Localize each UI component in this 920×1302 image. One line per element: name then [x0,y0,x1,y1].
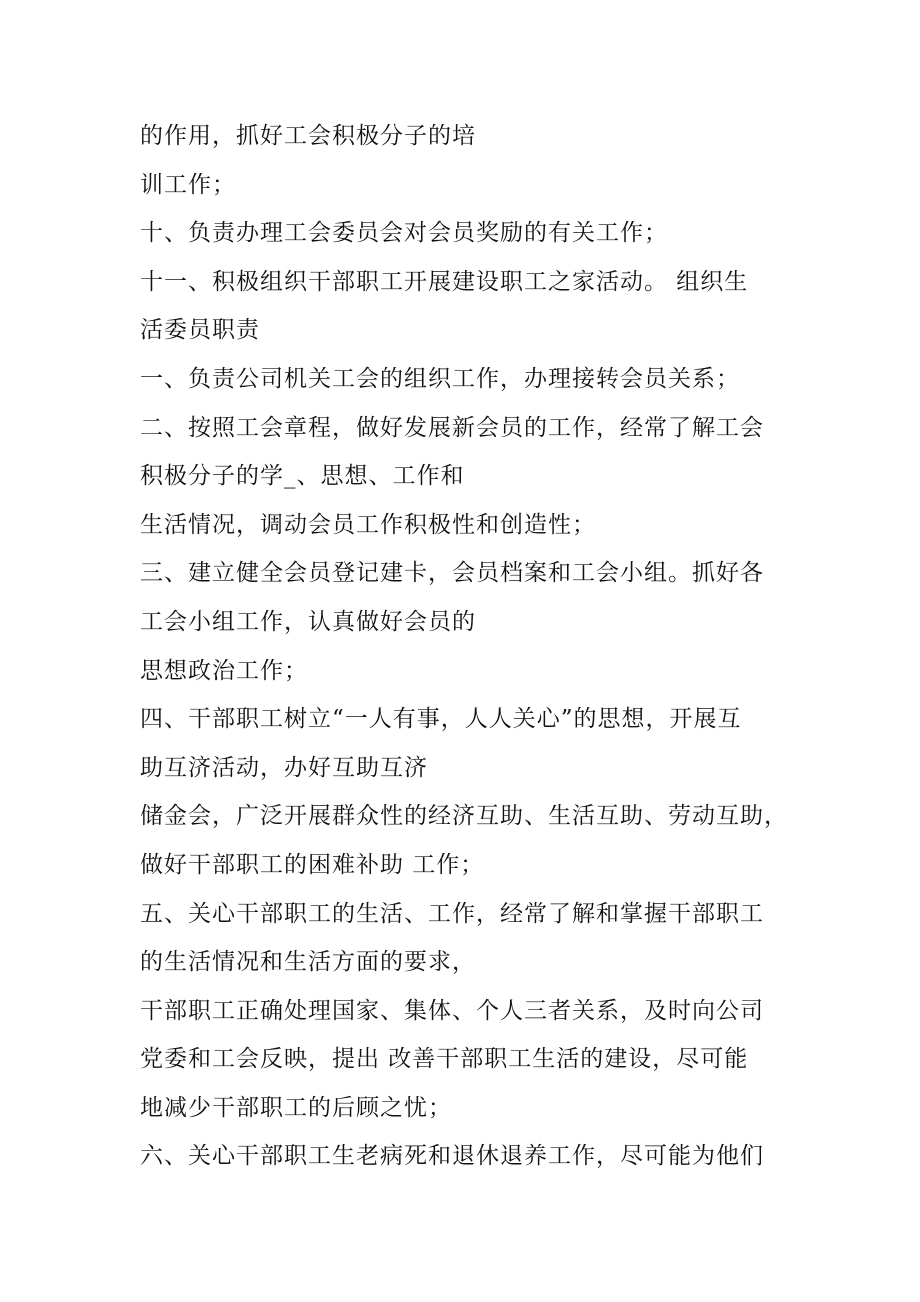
text-line: 地减少干部职工的后顾之忧； [140,1094,452,1121]
text-line: 干部职工正确处理国家、集体、个人三者关系，及时向公司 [140,997,764,1024]
text-line: 五、关心干部职工的生活、工作，经常了解和掌握干部职工 [140,900,764,927]
text-line: 活委员职责 [140,317,260,344]
text-line: 二、按照工会章程，做好发展新会员的工作，经常了解工会 [140,414,764,441]
document-body [140,112,800,1181]
text-line: 储金会，广泛开展群众性的经济互助、生活互助、劳动互助， [140,803,788,830]
text-line: 做好干部职工的困难补助 工作； [140,851,485,878]
text-line: 党委和工会反映，提出 改善干部职工生活的建设，尽可能 [140,1046,749,1073]
text-line: 积极分子的学_、思想、工作和 [140,463,465,490]
text-line: 的作用，抓好工会积极分子的培 [140,123,476,149]
text-line: 思想政治工作； [140,657,308,684]
text-line: 四、干部职工树立“一人有事，人人关心”的思想，开展互 [140,706,742,733]
text-line: 工会小组工作，认真做好会员的 [140,608,476,635]
text-line: 的生活情况和生活方面的要求， [140,949,476,976]
text-line: 六、关心干部职工生老病死和退休退养工作，尽可能为他们 [140,1143,764,1170]
text-line: 一、负责公司机关工会的组织工作，办理接转会员关系； [140,365,740,392]
text-line: 生活情况，调动会员工作积极性和创造性； [140,511,596,538]
text-line: 训工作； [140,171,236,198]
text-line: 助互济活动，办好互助互济 [140,754,428,781]
text-line: 十、负责办理工会委员会对会员奖励的有关工作； [140,220,668,247]
text-line: 十一、积极组织干部职工开展建设职工之家活动。 组织生 [140,268,749,295]
text-line: 三、建立健全会员登记建卡，会员档案和工会小组。抓好各 [140,560,764,587]
